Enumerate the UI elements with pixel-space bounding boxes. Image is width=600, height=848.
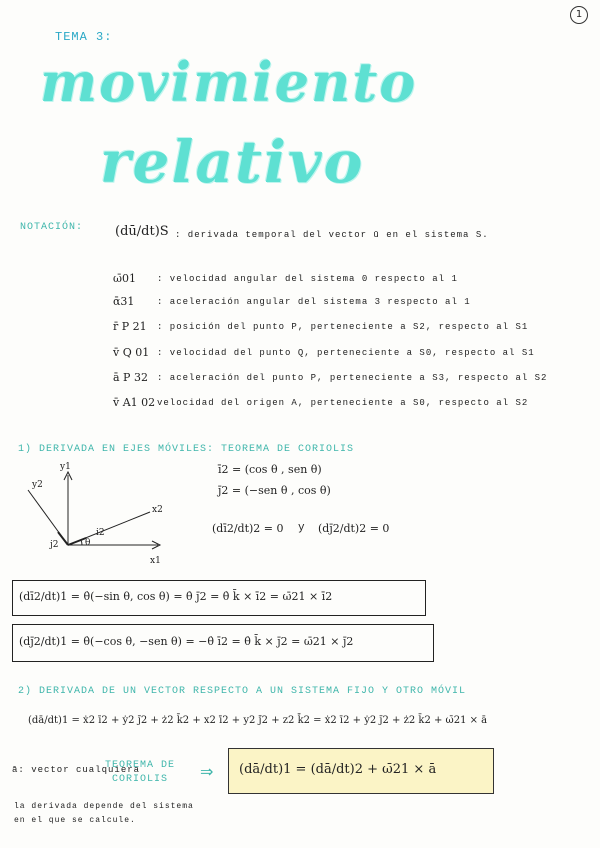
label-y1: y1	[60, 462, 71, 472]
boxed-equation-2	[12, 624, 434, 662]
title-line-2: relativo	[100, 128, 365, 196]
boxed-equation-1	[12, 580, 426, 616]
eq-j2: j̄2 = (−sen θ , cos θ)	[218, 484, 331, 497]
notation-symbol: v̄ Q 01	[113, 346, 150, 359]
coriolis-theorem-box	[228, 748, 494, 794]
footnote-line-1: la derivada depende del sistema	[14, 802, 194, 811]
deriv-i2-relative: (dī2/dt)2 = 0	[212, 522, 284, 535]
footnote-line-2: en el que se calcule.	[14, 816, 136, 825]
coriolis-theorem: (dā/dt)1 = (dā/dt)2 + ω̄21 × ā	[239, 762, 437, 777]
theorem-label-1: TEOREMA DE	[105, 760, 176, 771]
note-vector: ā: vector cualquiera	[12, 765, 141, 775]
notation-main-symbol: (dū/dt)S	[115, 224, 169, 239]
j2-vector	[58, 532, 68, 545]
notation-symbol: v̄ A1 02	[113, 396, 156, 409]
boxed-equation-1-text: (dī2/dt)1 = θ̇(−sin θ, cos θ) = θ̇ j̄2 = θ̇ k̄ × ī2 = ω̄21 × ī2	[19, 590, 333, 603]
notation-desc: : posición del punto P, perteneciente a S2, respecto al S1	[157, 322, 529, 332]
deriv-j2-relative: (dj̄2/dt)2 = 0	[318, 522, 390, 535]
label-i2: i2	[96, 528, 105, 538]
title-line-1: movimiento	[40, 50, 418, 114]
boxed-equation-2-text: (dj̄2/dt)1 = θ̇(−cos θ, −sen θ) = −θ̇ ī2 = θ̇ k̄ × j̄2 = ω̄21 × j̄2	[19, 635, 354, 648]
theorem-label-2: CORIOLIS	[112, 774, 169, 785]
long-equation: (dā/dt)1 = ẋ2 ī2 + ẏ2 j̄2 + ż2 k̄2 + x2 ī̇2 + y2 j̄̇2 + z2 k̄̇2 = ẋ2 ī2 + ẏ2 j̄2 + ż2 k̄2 + ω̄21 × ā	[28, 715, 488, 726]
label-j2: j2	[50, 540, 59, 550]
label-theta: θ	[85, 538, 91, 548]
notation-desc: : aceleración del punto P, perteneciente a S3, respecto al S2	[157, 373, 548, 383]
label-x2: x2	[152, 505, 163, 515]
conjunction: y	[298, 522, 306, 534]
notation-desc: : aceleración angular del sistema 3 respecto al 1	[157, 297, 471, 307]
eq-i2: ī2 = (cos θ , sen θ)	[218, 463, 322, 476]
page-number: 1	[570, 6, 588, 24]
implies-arrow: ⇒	[200, 762, 214, 781]
section-2-heading: 2) DERIVADA DE UN VECTOR RESPECTO A UN SISTEMA FIJO Y OTRO MÓVIL	[18, 686, 467, 697]
notation-symbol: r̄ P 21	[113, 320, 147, 333]
notation-label: NOTACIÓN:	[20, 222, 84, 233]
i2-vector	[68, 538, 86, 545]
notation-desc: : velocidad del punto Q, perteneciente a S0, respecto al S1	[157, 348, 535, 358]
section-1-heading: 1) DERIVADA EN EJES MÓVILES: TEOREMA DE CORIOLIS	[18, 444, 355, 455]
notation-symbol: ā P 32	[113, 371, 148, 384]
notation-symbol: ᾱ31	[113, 295, 135, 308]
notation-desc: : velocidad angular del sistema 0 respecto al 1	[157, 274, 458, 284]
label-y2: y2	[32, 480, 43, 490]
label-x1: x1	[150, 556, 161, 566]
notation-symbol: ω̄01	[113, 272, 136, 285]
notation-desc: velocidad del origen A, perteneciente a S0, respecto al S2	[157, 398, 529, 408]
topic-label: TEMA 3:	[55, 30, 113, 44]
notation-main-desc: : derivada temporal del vector ū en el sistema S.	[175, 230, 489, 240]
theta-arc	[81, 540, 82, 545]
